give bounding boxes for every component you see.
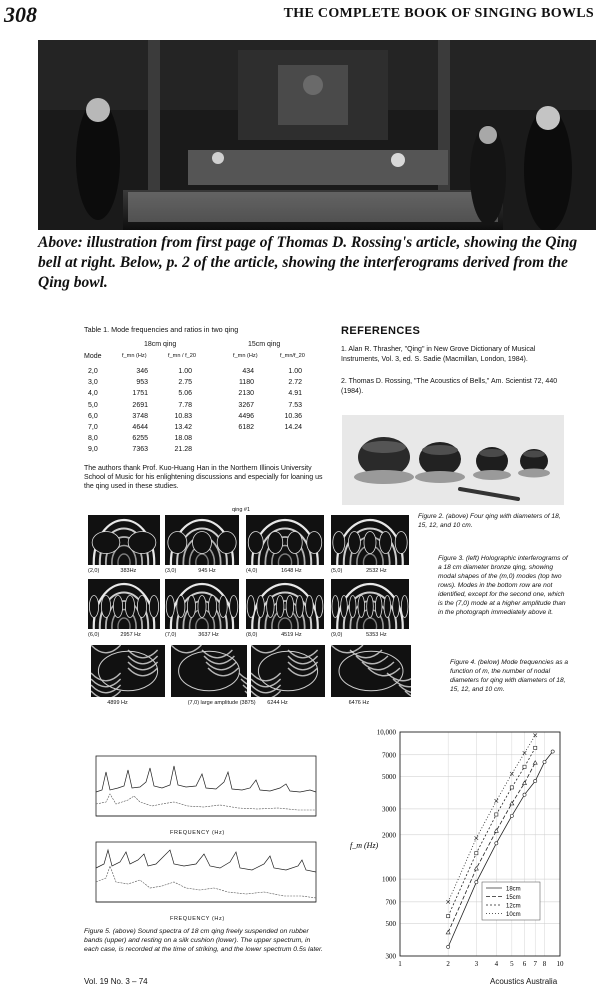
chart-ytick-label: 7000 (382, 751, 396, 760)
table-group-header: 18cm qing (144, 341, 177, 348)
chart-point (475, 852, 478, 855)
figure4-caption: Figure 4. (below) Mode frequencies as a function of m, the number of nodal diameters for qing with diameters of 18, 15, 12, and 10 cm. (450, 659, 569, 693)
chart-ytick-label: 500 (385, 919, 396, 928)
interferogram-mode-label: (2,0) (88, 568, 100, 574)
table-cell: 9,0 (88, 446, 98, 454)
chart-point (543, 760, 546, 763)
chart-point (534, 746, 537, 749)
table-cell: 13.42 (174, 424, 192, 431)
table-cell: 5,0 (88, 401, 98, 409)
qing-bowls-photo (342, 415, 564, 505)
footer-journal: Acoustics Australia (490, 977, 558, 986)
interferogram-mode-label: (6,0) (88, 632, 100, 638)
table-column-header: Mode (84, 353, 102, 360)
chart-point (474, 867, 478, 871)
chart-point (533, 761, 537, 765)
table-cell: 4.91 (288, 390, 302, 398)
table-cell: 1180 (238, 379, 254, 387)
interferogram-image (171, 645, 247, 697)
interferogram-mode-label: (8,0) (246, 632, 258, 638)
interferogram-frequency-label: 1648 Hz (281, 568, 302, 574)
table-cell: 10.36 (284, 412, 302, 420)
chart-ytick-label: 1000 (382, 875, 396, 884)
table-cell: 7363 (132, 446, 148, 454)
interferogram-frequency-label: 5353 Hz (366, 632, 387, 638)
table-cell: 6255 (132, 435, 148, 443)
chart-ytick-label: 10,000 (376, 728, 396, 737)
chart-legend (482, 882, 540, 920)
chart-grid (400, 732, 560, 956)
interferogram-header: qing #1 (232, 507, 251, 513)
chart-xtick-label: 5 (510, 960, 514, 968)
spectrum-upper-plot (88, 752, 320, 830)
chart-point (534, 779, 537, 782)
table-cell: 4,0 (88, 390, 98, 398)
chart-axes (400, 732, 560, 956)
footer-volume: Vol. 19 No. 3 – 74 (84, 977, 148, 986)
table-cell: 2691 (132, 401, 148, 409)
chart-point (523, 765, 526, 768)
table-cell: 1751 (132, 390, 148, 398)
photo-caption: Above: illustration from first page of Thomas D. Rossing's article, showing the Qing bell at right. Below, p. 2 of the article, showing the interferograms derived from the Qing bowl. (38, 234, 578, 291)
interferogram-frequency-label: (7,0) large amplitude (3875) (187, 700, 256, 706)
table-cell: 5.06 (178, 390, 192, 398)
chart-point (495, 813, 498, 816)
acknowledgement-paragraph: The authors thank Prof. Kuo-Huang Han in the Northern Illinois University School of Music for his enlightening discussions and especially for loaning us the qing used in these studies. (84, 465, 323, 490)
table-cell: 1.00 (178, 368, 192, 375)
interferogram-frequency-label: 383Hz (120, 568, 137, 574)
chart-point (447, 915, 450, 918)
interferogram-frequency-label: 4899 Hz (107, 700, 128, 706)
interferogram-mode-label: (3,0) (165, 568, 177, 574)
chart-ylabel: f_m (Hz) (350, 841, 379, 850)
table-cell: 21.28 (174, 446, 192, 454)
chart-xtick-label: 2 (446, 960, 450, 968)
table-cell: 3748 (132, 412, 148, 420)
table-cell: 3267 (238, 401, 254, 409)
table-cell: 2.72 (288, 379, 302, 387)
reference-item: 1. Alan R. Thrasher, "Qing" in New Grove Dictionary of Musical Instruments, Vol. 3, ed. S. Sadie (Macmillan, London, 1984). (341, 346, 536, 363)
chart-ytick-label: 5000 (382, 772, 396, 781)
table-cell: 2130 (238, 390, 254, 398)
table-cell: 14.24 (284, 424, 302, 431)
interferogram-image (165, 515, 239, 565)
chart-ytick-label: 3000 (382, 805, 396, 814)
chart-legend-label: 12cm (506, 903, 521, 910)
table-cell: 18.08 (174, 435, 192, 443)
chart-ytick-label: 300 (385, 952, 396, 961)
table-cell: 953 (136, 379, 148, 387)
interferogram-frequency-label: 2957 Hz (120, 632, 141, 638)
chart-point (523, 793, 526, 796)
table-cell: 1.00 (288, 368, 302, 375)
chart-point (495, 842, 498, 845)
chart-xtick-label: 8 (542, 960, 547, 968)
interferogram-image (251, 645, 325, 697)
chart-point (447, 945, 450, 948)
chart-legend-label: 18cm (506, 886, 521, 893)
reference-item: 2. Thomas D. Rossing, "The Acoustics of Bells," Am. Scientist 72, 440 (1984). (341, 378, 558, 395)
chart-point (523, 781, 527, 785)
chart-xtick-label: 3 (474, 960, 479, 968)
interferogram-image (91, 645, 165, 697)
table-cell: 8,0 (88, 435, 98, 443)
chart-xtick-label: 6 (522, 960, 527, 968)
interferogram-image (88, 515, 160, 565)
table-title: Table 1. Mode frequencies and ratios in two qing (84, 325, 239, 334)
chart-legend-label: 10cm (506, 911, 521, 918)
interferogram-frequency-label: 3637 Hz (198, 632, 219, 638)
interferogram-mode-label: (7,0) (165, 632, 177, 638)
table-cell: 6182 (238, 424, 254, 431)
temple-photo (38, 40, 596, 230)
table-cell: 7,0 (88, 424, 98, 431)
chart-xtick-label: 1 (398, 960, 402, 968)
chart-point (510, 801, 514, 805)
chart-ytick-label: 700 (385, 898, 396, 907)
table-column-header: f_mn (Hz) (122, 353, 147, 359)
table-cell: 2,0 (88, 368, 98, 375)
table-cell: 346 (136, 368, 148, 375)
chart-point (494, 829, 498, 833)
running-head: THE COMPLETE BOOK OF SINGING BOWLS (283, 6, 594, 21)
interferogram-image (331, 645, 411, 697)
chart-point (475, 881, 478, 884)
chart-point (446, 930, 450, 934)
table-cell: 4496 (238, 412, 254, 420)
page-number: 308 (4, 2, 37, 27)
table-cell: 7.78 (178, 401, 192, 409)
chart-ytick-label: 2000 (382, 831, 396, 840)
figure3-caption: Figure 3. (left) Holographic interferograms of a 18 cm diameter bronze qing, showing modal shapes of the (m,0) modes (top two rows). Modes in the bottom row are not identified, except for the second one, which is the (7,0) mode at a higher amplitude than in the photograph immediately above it. (438, 555, 568, 616)
table-cell: 434 (242, 368, 254, 375)
interferogram-frequency-label: 6244 Hz (267, 700, 288, 706)
spectrum-lower-plot (88, 838, 320, 916)
chart-xtick-label: 10 (556, 960, 564, 968)
chart-xtick-label: 4 (494, 960, 499, 968)
interferogram-frequency-label: 6476 Hz (348, 700, 370, 706)
table-cell: 7.53 (288, 401, 302, 409)
spectrum-xlabel: FREQUENCY (Hz) (170, 916, 225, 922)
interferogram-frequency-label: 2532 Hz (366, 568, 387, 574)
interferogram-image (165, 579, 239, 629)
interferogram-mode-label: (4,0) (246, 568, 258, 574)
interferogram-image (246, 515, 324, 565)
table-column-header: f_mn (Hz) (233, 353, 258, 359)
interferogram-frequency-label: 945 Hz (198, 568, 216, 574)
table-cell: 6,0 (88, 412, 98, 420)
interferogram-mode-label: (9,0) (331, 632, 343, 638)
table-column-header: f_mn/f_20 (280, 353, 305, 359)
table-cell: 2.75 (178, 379, 192, 387)
chart-xtick-label: 7 (533, 960, 537, 968)
chart-series-line (448, 735, 535, 902)
table-cell: 10.83 (174, 412, 192, 420)
figure2-caption: Figure 2. (above) Four qing with diameters of 18, 15, 12, and 10 cm. (418, 513, 561, 529)
interferogram-image (331, 579, 409, 629)
chart-frame (400, 732, 560, 956)
table-cell: 4644 (132, 424, 148, 431)
table-column-header: f_mn / f_20 (168, 353, 196, 359)
mode-frequency-chart (336, 722, 572, 974)
interferogram-mode-label: (5,0) (331, 568, 343, 574)
interferogram-image (246, 579, 324, 629)
interferogram-frequency-label: 4519 Hz (281, 632, 302, 638)
spectrum-xlabel: FREQUENCY (Hz) (170, 830, 225, 836)
chart-point (510, 814, 513, 817)
table-group-header: 15cm qing (248, 341, 281, 348)
chart-point (551, 750, 554, 753)
chart-point (510, 786, 513, 789)
interferogram-image (88, 579, 160, 629)
chart-legend-label: 15cm (506, 894, 521, 901)
interferogram-image (331, 515, 409, 565)
references-heading: REFERENCES (341, 325, 421, 337)
table-cell: 3,0 (88, 379, 98, 387)
figure5-caption: Figure 5. (above) Sound spectra of 18 cm qing freely suspended on rubber bands (upper) and resting on a silk cushion (lower). The upper spectrum, in each case, is recorded at the time of striking, and the lower spectrum 0.5s later. (84, 928, 323, 954)
